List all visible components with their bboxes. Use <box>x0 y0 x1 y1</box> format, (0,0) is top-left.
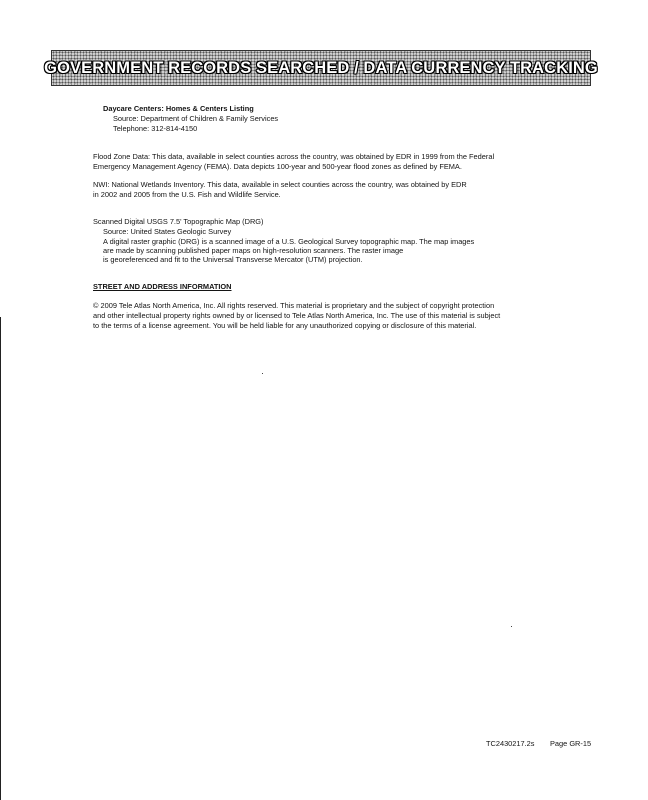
street-line-3: to the terms of a license agreement. You will be held liable for any unauthorized copying or disclosure of this material. <box>93 321 477 330</box>
drg-line-1: A digital raster graphic (DRG) is a scanned image of a U.S. Geological Survey topographic map. The map images <box>103 237 475 246</box>
drg-heading: Scanned Digital USGS 7.5' Topographic Map (DRG) <box>93 217 264 226</box>
flood-line-2: Emergency Management Agency (FEMA). Data depicts 100-year and 500-year flood zones as defined by FEMA. <box>93 162 462 171</box>
street-heading: STREET AND ADDRESS INFORMATION <box>93 282 232 291</box>
scan-speck <box>511 626 512 627</box>
page-banner <box>44 50 598 86</box>
daycare-source: Source: Department of Children & Family Services <box>113 114 279 123</box>
flood-line-1: Flood Zone Data: This data, available in select counties across the country, was obtained by EDR in 1999 from the Federal <box>93 152 495 161</box>
page-number: Page GR-15 <box>550 739 592 748</box>
nwi-line-2: in 2002 and 2005 from the U.S. Fish and Wildlife Service. <box>93 190 281 199</box>
street-line-1: © 2009 Tele Atlas North America, Inc. All rights reserved. This material is proprietary and the subject of copyright protection <box>93 301 495 310</box>
nwi-line-1: NWI: National Wetlands Inventory. This data, available in select counties across the country, was obtained by EDR <box>93 180 467 189</box>
scan-speck <box>262 373 263 374</box>
daycare-heading: Daycare Centers: Homes & Centers Listing <box>103 104 254 113</box>
drg-line-3: is georeferenced and fit to the Universal Transverse Mercator (UTM) projection. <box>103 255 363 264</box>
page-title: GOVERNMENT RECORDS SEARCHED / DATA CURRENCY TRACKING <box>44 58 598 77</box>
document-id: TC2430217.2s <box>486 739 535 748</box>
drg-source: Source: United States Geologic Survey <box>103 227 232 236</box>
drg-line-2: are made by scanning published paper maps on high-resolution scanners. The raster image <box>103 246 404 255</box>
street-line-2: and other intellectual property rights owned by or licensed to Tele Atlas North America, Inc. The use of this material is subject <box>93 311 501 320</box>
daycare-telephone: Telephone: 312-814-4150 <box>113 124 198 133</box>
scan-edge-line <box>0 317 1 800</box>
